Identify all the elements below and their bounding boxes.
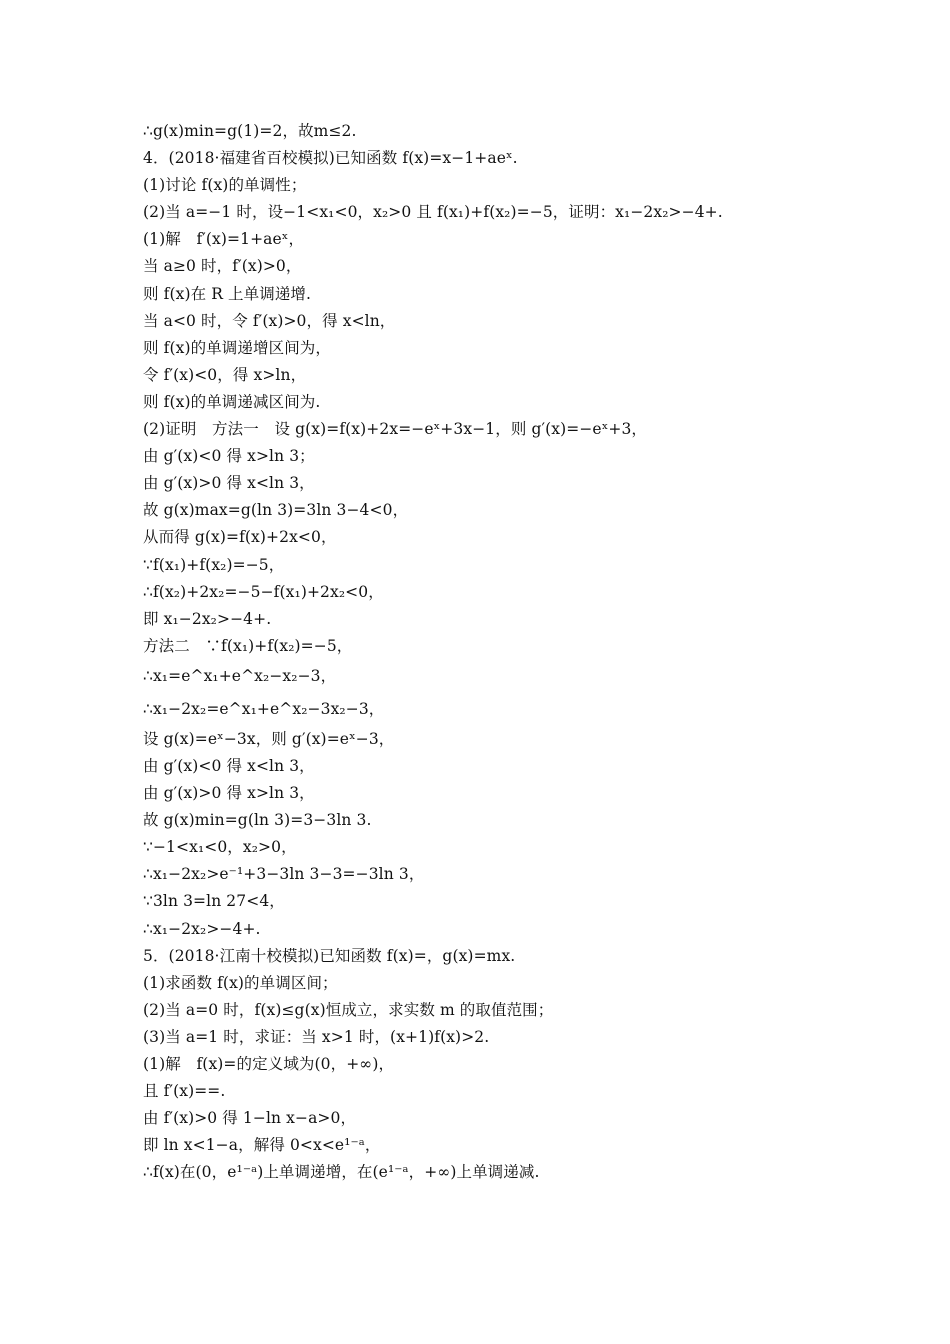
document-body [143, 118, 843, 1186]
problem-4-part-2: (2)当 a=−1 时，设−1<x₁<0，x₂>0 且 f(x₁)+f(x₂)=−5，证明：x₁−2x₂>−4+. [143, 203, 723, 222]
solution-line: 且 f′(x)==. [143, 1082, 226, 1101]
solution-line: 则 f(x)的单调递增区间为， [143, 338, 332, 357]
solution-line: ∵3ln 3=ln 27<4， [143, 892, 285, 911]
problem-5-part-3: (3)当 a=1 时，求证：当 x>1 时，(x+1)f(x)>2. [143, 1027, 490, 1046]
solution-line: 令 f′(x)<0，得 x>ln， [143, 365, 307, 384]
solution-line: ∴x₁−2x₂>−4+. [143, 919, 261, 938]
solution-line: ∵f(x₁)+f(x₂)=−5， [143, 555, 285, 574]
solution-line: ∴f(x₂)+2x₂=−5−f(x₁)+2x₂<0， [143, 582, 384, 601]
solution-line: (1)解 f(x)=的定义域为(0，+∞)， [143, 1055, 395, 1073]
solution-line: 即 x₁−2x₂>−4+. [143, 609, 272, 628]
solution-line: 即 ln x<1−a，解得 0<x<e¹⁻ᵃ， [143, 1136, 381, 1155]
solution-line: ∴x₁−2x₂=e^x₁+e^x₂−3x₂−3， [143, 699, 385, 718]
solution-line: ∴f(x)在(0，e¹⁻ᵃ)上单调递增，在(e¹⁻ᵃ，+∞)上单调递减. [143, 1163, 540, 1182]
solution-line: 由 g′(x)<0 得 x>ln 3； [143, 447, 315, 466]
problem-5-part-1: (1)求函数 f(x)的单调区间； [143, 973, 338, 992]
solution-line: 当 a≥0 时，f′(x)>0， [143, 257, 302, 276]
solution-line: 由 g′(x)>0 得 x<ln 3， [143, 474, 315, 493]
problem-4-part-1: (1)讨论 f(x)的单调性； [143, 176, 307, 195]
solution-line: 从而得 g(x)=f(x)+2x<0， [143, 528, 337, 547]
solution-line: 由 g′(x)<0 得 x<ln 3， [143, 756, 315, 775]
proof-method-2: 方法二 ∵f(x₁)+f(x₂)=−5， [143, 636, 353, 655]
solution-line: 由 g′(x)>0 得 x>ln 3， [143, 784, 315, 803]
solution-line: ∵−1<x₁<0，x₂>0， [143, 838, 297, 857]
solution-line: 设 g(x)=eˣ−3x，则 g′(x)=eˣ−3， [143, 729, 395, 748]
proof-method-1: (2)证明 方法一 设 g(x)=f(x)+2x=−eˣ+3x−1，则 g′(x)=−eˣ+3， [143, 420, 648, 439]
solution-line: 则 f(x)在 R 上单调递增. [143, 284, 312, 303]
solution-line: 当 a<0 时，令 f′(x)>0，得 x<ln， [143, 311, 396, 330]
text-line-1: ∴g(x)min=g(1)=2，故m≤2. [143, 122, 357, 140]
problem-5-statement: 5．(2018·江南十校模拟)已知函数 f(x)=，g(x)=mx. [143, 946, 516, 965]
solution-line: 故 g(x)min=g(ln 3)=3−3ln 3. [143, 811, 372, 830]
solution-line: 故 g(x)max=g(ln 3)=3ln 3−4<0， [143, 501, 409, 520]
solution-line: ∴x₁−2x₂>e⁻¹+3−3ln 3−3=−3ln 3， [143, 865, 425, 884]
solution-line: ∴x₁=e^x₁+e^x₂−x₂−3， [143, 666, 337, 685]
solution-line: (1)解 f′(x)=1+aeˣ， [143, 230, 305, 249]
problem-4-statement: 4．(2018·福建省百校模拟)已知函数 f(x)=x−1+aeˣ. [143, 149, 518, 168]
solution-line: 则 f(x)的单调递减区间为. [143, 392, 321, 411]
solution-line: 由 f′(x)>0 得 1−ln x−a>0， [143, 1109, 357, 1128]
problem-5-part-2: (2)当 a=0 时，f(x)≤g(x)恒成立，求实数 m 的取值范围； [143, 1000, 554, 1019]
